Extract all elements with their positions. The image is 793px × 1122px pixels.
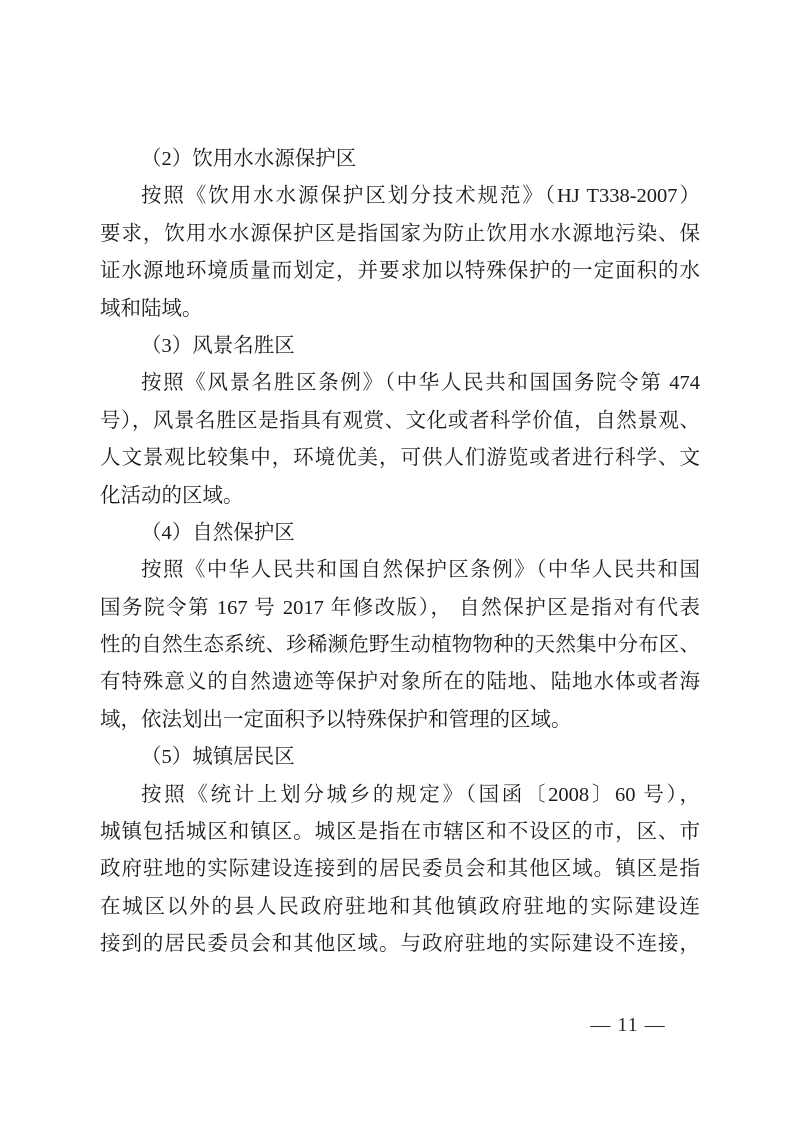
- paragraph-line: 城镇包括城区和镇区。城区是指在市辖区和不设区的市，区、市: [100, 821, 700, 844]
- paragraph-line: 人文景观比较集中，环境优美，可供人们游览或者进行科学、文: [100, 447, 700, 470]
- paragraph-line: 国务院令第 167 号 2017 年修改版）， 自然保护区是指对有代表: [100, 596, 700, 619]
- paragraph-line: 域，依法划出一定面积予以特殊保护和管理的区域。: [100, 708, 572, 731]
- section-heading: （2）饮用水水源保护区: [141, 148, 357, 170]
- paragraph-line: 接到的居民委员会和其他区域。与政府驻地的实际建设不连接，: [100, 933, 700, 956]
- section-urban-residential-area: [100, 739, 700, 963]
- paragraph-line: 要求，饮用水水源保护区是指国家为防止饮用水水源地污染、保: [100, 222, 700, 245]
- page-number: — 11 —: [590, 1014, 666, 1036]
- paragraph-line: 号），风景名胜区是指具有观赏、文化或者科学价值，自然景观、: [100, 409, 700, 432]
- paragraph-line: 证水源地环境质量而划定，并要求加以特殊保护的一定面积的水: [100, 260, 700, 283]
- section-drinking-water-protection-zone: [100, 141, 700, 328]
- paragraph-line: 政府驻地的实际建设连接到的居民委员会和其他区域。镇区是指: [100, 858, 700, 881]
- document-body: [100, 141, 700, 964]
- paragraph-line: 按照《饮用水水源保护区划分技术规范》（HJ T338-2007）: [141, 185, 700, 208]
- paragraph-line: 按照《风景名胜区条例》（中华人民共和国国务院令第 474: [141, 372, 700, 395]
- paragraph-line: 性的自然生态系统、珍稀濒危野生动植物物种的天然集中分布区、: [100, 634, 700, 657]
- section-heading: （5）城镇居民区: [141, 746, 295, 769]
- paragraph-line: 域和陆域。: [100, 297, 203, 320]
- section-nature-reserve: [100, 515, 700, 739]
- paragraph-line: 化活动的区域。: [100, 484, 244, 507]
- section-heading: （4）自然保护区: [141, 521, 295, 544]
- section-heading: （3）风景名胜区: [141, 334, 295, 357]
- paragraph-line: 按照《统计上划分城乡的规定》（国函〔2008〕60 号），: [141, 783, 700, 806]
- paragraph-line: 在城区以外的县人民政府驻地和其他镇政府驻地的实际建设连: [100, 895, 700, 918]
- section-scenic-area: [100, 328, 700, 515]
- paragraph-line: 有特殊意义的自然遗迹等保护对象所在的陆地、陆地水体或者海: [100, 671, 700, 694]
- paragraph-line: 按照《中华人民共和国自然保护区条例》（中华人民共和国: [141, 559, 700, 582]
